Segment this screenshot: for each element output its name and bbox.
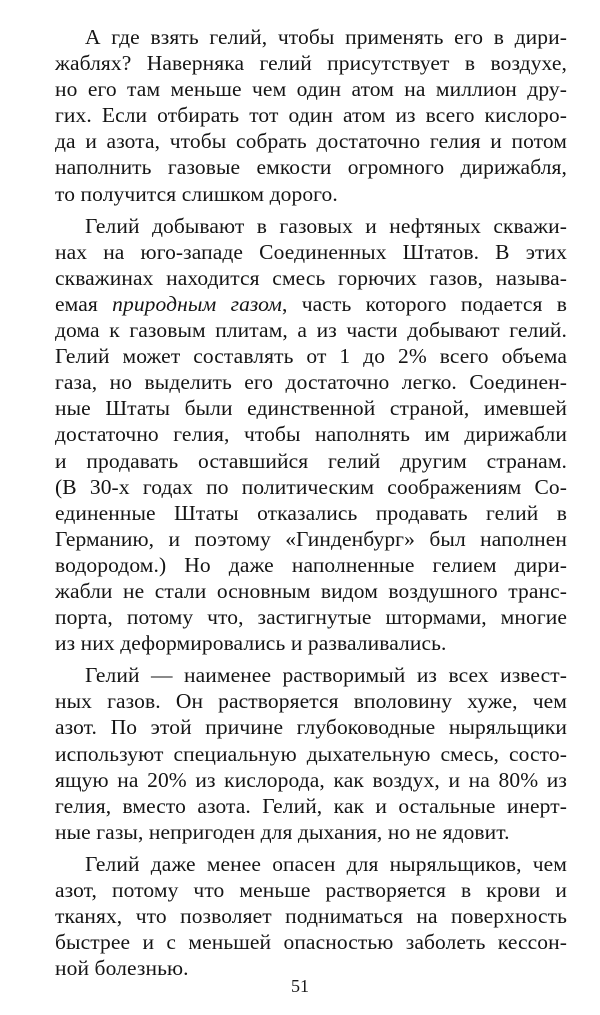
text-line: водородом.) Но даже наполненные гелием дири-: [55, 552, 567, 577]
book-page-body: [55, 24, 567, 987]
paragraph-1: [55, 24, 567, 207]
page-number: 51: [291, 976, 309, 996]
text-line: ные Штаты были единственной страной, имевшей: [55, 396, 567, 421]
text-line: и продавать оставшийся гелий другим странам.: [55, 448, 567, 473]
text-line: ящую на 20% из кислорода, как воздух, и на 80% из: [55, 767, 567, 792]
text-line: нах на юго-западе Соединенных Штатов. В этих: [55, 239, 567, 264]
italic-term-natural-gas: природным газом: [112, 291, 282, 316]
text-line: жабли не стали основным видом воздушного транс-: [55, 578, 567, 603]
text-line: гих. Если отбирать тот один атом из всего кислоро-: [55, 103, 567, 128]
text-line: газа, но выделить его достаточно легко. Соединен-: [55, 370, 567, 395]
paragraph-4: [55, 851, 567, 981]
text-line: единенные Штаты отказались продавать гелий в: [55, 500, 567, 525]
text-line: то получится слишком дорого.: [55, 181, 338, 206]
text-line: наполнить газовые емкости огромного дирижабля,: [55, 155, 567, 180]
text-line: ной болезнью.: [55, 956, 189, 981]
paragraph-2: [55, 213, 567, 657]
text-line: достаточно гелия, чтобы наполнять им дирижабли: [55, 422, 567, 447]
text-line: дома к газовым плитам, а из части добывают гелий.: [55, 318, 567, 343]
text-segment: емая: [55, 291, 113, 316]
text-line: используют специальную дыхательную смесь, состо-: [55, 741, 567, 766]
text-line: азот, потому что меньше растворяется в крови и: [55, 878, 567, 902]
text-line: быстрее и с меньшей опасностью заболеть кессон-: [55, 930, 567, 955]
text-line: А где взять гелий, чтобы применять его в дири-: [85, 25, 567, 49]
text-line: порта, потому что, застигнутые штормами, многие: [55, 605, 567, 630]
text-line: Гелий — наименее растворимый из всех извест-: [85, 663, 567, 688]
text-line: ные газы, непригоден для дыхания, но не ядовит.: [55, 819, 510, 844]
text-line: Гелий добывают в газовых и нефтяных скважи-: [85, 213, 567, 238]
text-line: ных газов. Он растворяется вполовину хуже, чем: [55, 689, 567, 714]
text-line: да и азота, чтобы собрать достаточно гелия и потом: [55, 129, 567, 154]
text-segment: , часть которого подается в: [282, 291, 568, 316]
text-line: скважинах находится смесь горючих газов, называ-: [55, 265, 567, 290]
text-line: жаблях? Наверняка гелий присутствует в воздухе,: [55, 51, 567, 76]
text-line: (В 30-х годах по политическим соображениям Со-: [55, 474, 567, 499]
text-line: из них деформировались и разваливались.: [55, 631, 447, 656]
text-line: тканях, что позволяет подниматься на поверхность: [55, 904, 567, 929]
text-line: Гелий может составлять от 1 до 2% всего объема: [55, 344, 567, 369]
text-line: Германию, и поэтому «Гинденбург» был наполнен: [55, 526, 567, 551]
paragraph-3: [55, 662, 567, 845]
text-line: но его там меньше чем один атом на миллион дру-: [55, 77, 567, 102]
text-line: азот. По этой причине глубоководные ныряльщики: [55, 715, 567, 740]
text-line: гелия, вместо азота. Гелий, как и остальные инерт-: [55, 793, 567, 818]
text-line-with-italic-term: [55, 291, 567, 317]
text-line: Гелий даже менее опасен для ныряльщиков, чем: [85, 851, 567, 876]
